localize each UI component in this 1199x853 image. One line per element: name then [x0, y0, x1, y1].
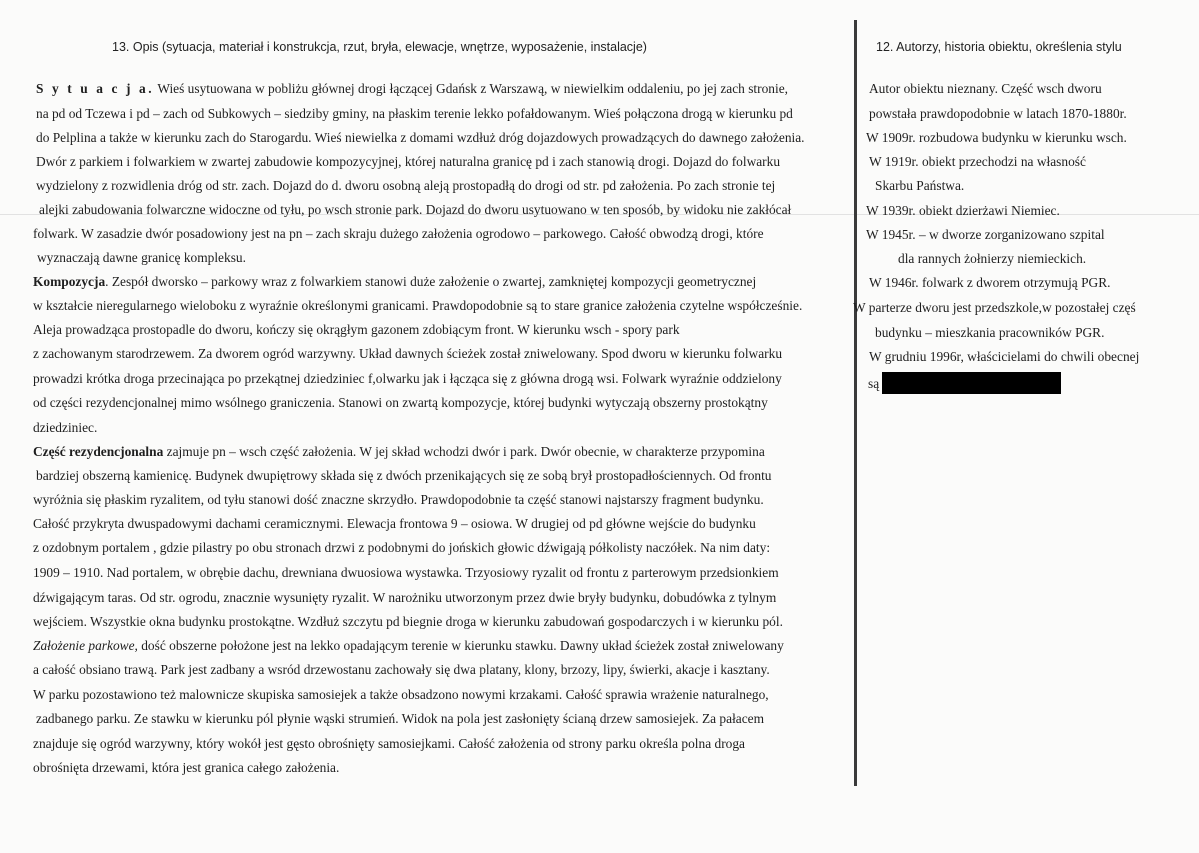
park-line-6: obrośnięta drzewami, która jest granica całego założenia. — [33, 760, 340, 775]
history-line: są — [868, 376, 880, 391]
kompozycja-line-7: dziedziniec. — [33, 420, 98, 435]
left-section-header: 13. Opis (sytuacja, materiał i konstrukcja, rzut, bryła, elewacje, wnętrze, wyposażenie, instalacje) — [112, 40, 647, 54]
history-line: dla rannych żołnierzy niemieckich. — [898, 251, 1087, 266]
history-line: W 1919r. obiekt przechodzi na własność — [869, 154, 1086, 169]
history-line: powstała prawdopodobnie w latach 1870-1880r. — [869, 106, 1127, 121]
kompozycja-line-2: w kształcie nieregularnego wieloboku z wyraźnie określonymi granicami. Prawdopodobnie są to stare granice założenia czytelne współcześnie. — [33, 298, 803, 313]
sytuacja-heading: S y t u a c j a. — [36, 81, 155, 96]
history-line: W 1939r. obiekt dzierżawi Niemiec. — [866, 203, 1060, 218]
park-line-5: znajduje się ogród warzywny, który wokół jest gęsto obrośnięty samosiejkami. Całość założenia od strony parku określa polna droga — [33, 736, 746, 751]
sytuacja-line-5: wydzielony z rozwidlenia dróg od str. zach. Dojazd do d. dworu osobną aleją prostopadłą do drogi od str. pd założenia. Po zach stronie tej — [36, 178, 776, 193]
park-line-2: a całość obsiano trawą. Park jest zadbany a wsród drzewostanu zachowały się dwa platany, klony, brzozy, lipy, świerki, akacje i kasztany. — [33, 662, 770, 677]
kompozycja-line-4: z zachowanym starodrzewem. Za dworem ogród warzywny. Układ dawnych ścieżek został zniwelowany. Spod dworu w kierunku folwarku — [33, 346, 783, 361]
sytuacja-line-7: folwark. W zasadzie dwór posadowiony jest na pn – zach skraju dużego założenia ogrodowo – parkowego. Całość obwodzą drogi, które — [33, 226, 764, 241]
right-section-header: 12. Autorzy, historia obiektu, określenia stylu — [876, 40, 1122, 54]
history-line: W parterze dworu jest przedszkole,w pozostałej częś — [853, 300, 1136, 315]
history-line: W 1945r. – w dworze zorganizowano szpital — [866, 227, 1105, 242]
rezydencja-line-8: wejściem. Wszystkie okna budynku prostokątne. Wzdłuż szczytu pd biegnie droga w kierunku zabudowań gospodarczych i w kierunku pól. — [33, 614, 783, 629]
park-line-4: zadbanego parku. Ze stawku w kierunku pól płynie wąski strumień. Widok na pola jest zasłonięty ścianą drzew samosiejek. Za pałacem — [36, 711, 765, 726]
history-line: Skarbu Państwa. — [875, 178, 965, 193]
text-run: zajmuje pn – wsch część założenia. W jej skład wchodzi dwór i park. Dwór obecnie, w charakterze przypomina — [163, 444, 765, 459]
rezydencja-line-3: wyróżnia się płaskim ryzalitem, od tyłu stanowi dość znaczne skrzydło. Prawdopodobnie ta część stanowi najstarszy fragment budynku. — [33, 492, 764, 507]
history-line: W grudniu 1996r, właścicielami do chwili obecnej — [869, 349, 1140, 364]
rezydencja-line-5: z ozdobnym portalem , gdzie pilastry po obu stronach drzwi z podobnymi do jońskich głowic dźwigają półkolisty naczółek. Na nim daty: — [33, 540, 771, 555]
sytuacja-line-1 — [36, 81, 788, 97]
column-divider — [854, 20, 857, 786]
park-heading: Założenie parkowe, — [33, 638, 138, 653]
rezydencja-line-1 — [33, 444, 765, 460]
history-line: budynku – mieszkania pracowników PGR. — [875, 325, 1105, 340]
sytuacja-line-3: do Pelplina a także w kierunku zach do Starogardu. Wieś niewielka z domami wzdłuż dróg dojazdowych prowadzących do dawnego założenia. — [36, 130, 805, 145]
kompozycja-line-6: od części rezydencjonalnej mimo wsólnego graniczenia. Stanowi on zwartą kompozycje, której budynki wytyczają obszerny prostokątny — [33, 395, 768, 410]
history-line: Autor obiektu nieznany. Część wsch dworu — [869, 81, 1102, 96]
sytuacja-line-8: wyznaczają dawne granicę kompleksu. — [37, 250, 246, 265]
rezydencja-line-2: bardziej obszerną kamienicę. Budynek dwupiętrowy składa się z dwóch przenikających się ze sobą brył prostopadłościennych. Od frontu — [36, 468, 772, 483]
kompozycja-heading: Kompozycja — [33, 274, 106, 289]
park-line-3: W parku pozostawiono też malownicze skupiska samosiejek a także obsadzono nowymi krzakami. Całość sprawia wrażenie naturalnego, — [33, 687, 769, 702]
text-run: . Zespół dworsko – parkowy wraz z folwarkiem stanowi duże założenie o zwartej, zamkniętej kompozycji geometrycznej — [105, 274, 757, 289]
redaction-block — [882, 372, 1061, 394]
history-line: W 1946r. folwark z dworem otrzymują PGR. — [869, 275, 1111, 290]
sytuacja-line-2: na pd od Tczewa i pd – zach od Subkowych – siedziby gminy, na płaskim terenie lekko pofałdowanym. Wieś połączona drogą w kierunku pd — [36, 106, 793, 121]
rezydencja-line-4: Całość przykryta dwuspadowymi dachami ceramicznymi. Elewacja frontowa 9 – osiowa. W drugiej od pd główne wejście do budynku — [33, 516, 756, 531]
text-run: dość obszerne położone jest na lekko opadającym terenie w kierunku stawku. Dawny układ ścieżek został zniwelowany — [137, 638, 784, 653]
rezydencja-heading: Część rezydencjonalna — [33, 444, 164, 459]
history-line: W 1909r. rozbudowa budynku w kierunku wsch. — [866, 130, 1127, 145]
rezydencja-line-7: dźwigającym taras. Od str. ogrodu, znacznie wysunięty ryzalit. W narożniku utworzonym przez dwie bryły budynku, dobudówka z tylnym — [33, 590, 777, 605]
sytuacja-line-4: Dwór z parkiem i folwarkiem w zwartej zabudowie kompozycyjnej, której naturalna granicę pd i zach stanowią drogi. Dojazd do folwarku — [36, 154, 781, 169]
text-run: Wieś usytuowana w pobliżu głównej drogi łączącej Gdańsk z Warszawą, w niewielkim oddaleniu, po jej zach stronie, — [154, 81, 788, 96]
kompozycja-line-1 — [33, 274, 756, 290]
sytuacja-line-6: alejki zabudowania folwarczne widoczne od tyłu, po wsch stronie park. Dojazd do dworu usytuowano w ten sposób, by widoku nie zakłócał — [39, 202, 792, 217]
kompozycja-line-3: Aleja prowadząca prostopadle do dworu, kończy się okrągłym gazonem zdobiącym front. W kierunku wsch - spory park — [33, 322, 680, 337]
kompozycja-line-5: prowadzi krótka droga przecinająca po przekątnej dziedziniec f,olwarku jak i łącząca się z główna drogą wsi. Folwark wyraźnie oddzielony — [33, 371, 782, 386]
rezydencja-line-6: 1909 – 1910. Nad portalem, w obrębie dachu, drewniana dwuosiowa wystawka. Trzyosiowy ryzalit od frontu z parterowym przedsionkiem — [33, 565, 779, 580]
park-line-1 — [33, 638, 784, 654]
